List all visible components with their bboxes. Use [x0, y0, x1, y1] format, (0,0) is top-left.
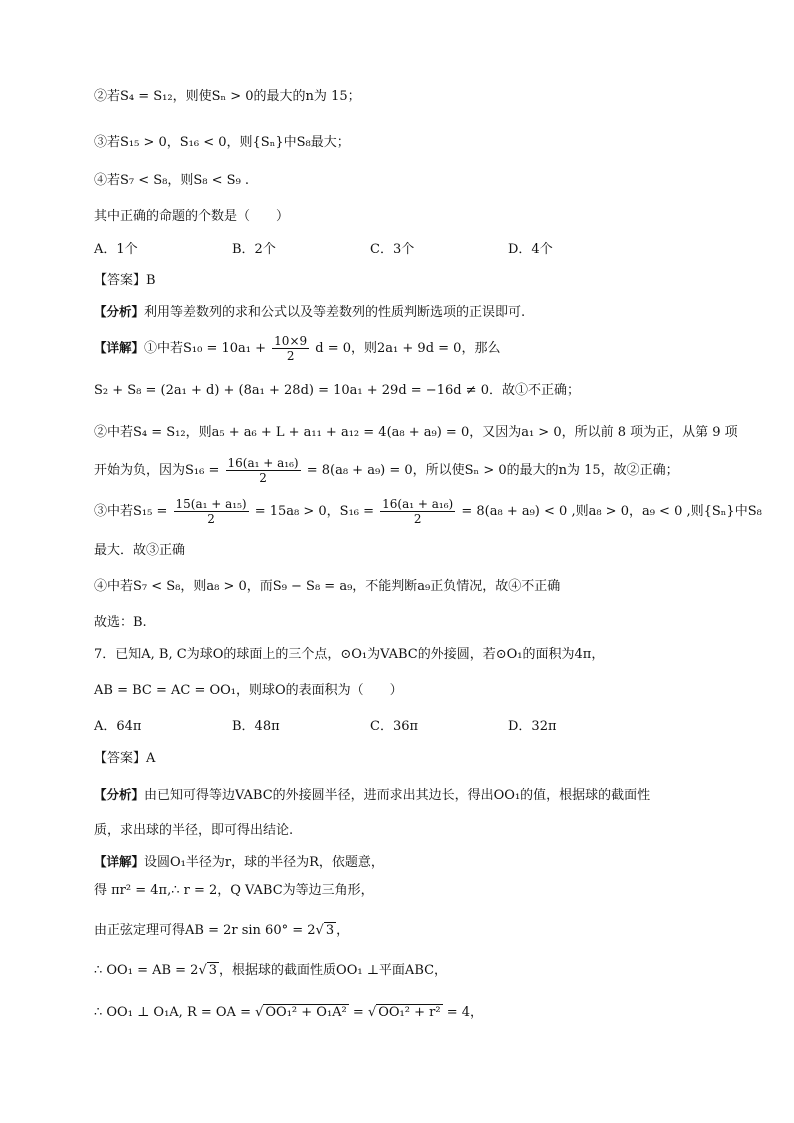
sqrt-radicand: OO₁² + O₁A²	[265, 1005, 347, 1020]
q6-detail-line-7: ④中若S₇ < S₈，则a₈ > 0，而S₉ − S₈ = a₉，不能判断a₉正负情况，故④不正确	[94, 579, 561, 594]
proposition-2: ②若S₄ = S₁₂，则使Sₙ > 0的最大的n为 15；	[94, 89, 361, 104]
q6-detail-line-1	[94, 334, 500, 363]
q6-answer: 【答案】B	[94, 273, 156, 288]
q6-option-d: D．4个	[508, 242, 553, 257]
q6-detail-line-3: ②中若S₄ = S₁₂，则a₅ + a₆ + L + a₁₁ + a₁₂ = 4(a₈ + a₉) = 0，又因为a₁ > 0，所以前 8 项为正，从第 9 项	[94, 425, 738, 440]
q6-choice: 故选：B.	[94, 615, 147, 630]
formula-text: = 8(a₈ + a₉) = 0，所以使Sₙ > 0的最大的n为 15，故②正确；	[306, 463, 679, 478]
fraction-denominator: 2	[259, 471, 267, 485]
formula-text: ③中若S₁₅ =	[94, 504, 168, 519]
analysis-tag: 【分析】	[94, 304, 145, 319]
fraction	[380, 497, 455, 526]
q7-detail-line-2: 得 πr² = 4π,∴ r = 2，Q VABC为等边三角形，	[94, 883, 374, 898]
formula-text: 由正弦定理可得AB = 2r sin 60° = 2	[94, 923, 316, 938]
sqrt-radicand: 3	[325, 923, 335, 938]
q7-detail-line-3: 由正弦定理可得AB = 2r sin 60° = 2√ 3 ，	[94, 923, 350, 938]
q7-option-b: B．48π	[232, 719, 280, 734]
q7-stem-line-2: AB = BC = AC = OO₁，则球O的表面积为（ ）	[94, 683, 403, 698]
fraction-denominator: 2	[286, 349, 295, 363]
q6-option-a: A．1个	[94, 242, 138, 257]
formula-text: 设圆O₁半径为r，球的半径为R，依题意，	[144, 855, 384, 870]
fraction-numerator: 15(a₁ + a₁₅)	[175, 497, 247, 511]
fraction	[174, 497, 249, 526]
q6-detail-line-6: 最大．故③正确	[94, 543, 186, 558]
fraction	[272, 334, 309, 363]
fraction-numerator: 10×9	[274, 334, 308, 348]
q6-detail-line-2: S₂ + S₈ = (2a₁ + d) + (8a₁ + 28d) = 10a₁ + 29d = −16d ≠ 0．故①不正确；	[94, 383, 580, 398]
detail-tag: 【详解】	[94, 854, 145, 869]
formula-text: ∴ OO₁ ⊥ O₁A, R = OA =	[94, 1005, 251, 1020]
proposition-4: ④若S₇ < S₈，则S₈ < S₉ .	[94, 173, 250, 188]
formula-text: ①中若S₁₀ = 10a₁ +	[144, 341, 267, 356]
formula-text: = 4，	[446, 1005, 483, 1020]
formula-text: =	[352, 1005, 364, 1020]
formula-text: ，	[336, 923, 350, 938]
analysis-text: 利用等差数列的求和公式以及等差数列的性质判断选项的正误即可.	[144, 305, 526, 320]
q7-analysis	[94, 786, 650, 805]
analysis-tag: 【分析】	[94, 787, 145, 802]
q7-answer: 【答案】A	[94, 751, 156, 766]
q6-detail-line-5	[94, 497, 762, 526]
q6-detail-line-4	[94, 456, 679, 485]
fraction-denominator: 2	[207, 512, 215, 526]
question-prompt: 其中正确的命题的个数是（ ）	[94, 209, 290, 224]
q7-option-d: D．32π	[508, 719, 557, 734]
formula-text: d = 0，则2a₁ + 9d = 0，那么	[315, 341, 501, 356]
q6-option-b: B．2个	[232, 242, 276, 257]
q6-option-c: C．3个	[370, 242, 415, 257]
fraction-numerator: 16(a₁ + a₁₆)	[382, 497, 454, 511]
proposition-3: ③若S₁₅ > 0，S₁₆ < 0，则{Sₙ}中S₈最大；	[94, 135, 350, 150]
q7-analysis-cont: 质，求出球的半径，即可得出结论.	[94, 823, 294, 838]
sqrt-radicand: 3	[208, 963, 218, 978]
q7-stem-line-1: 7．已知A, B, C为球O的球面上的三个点，⊙O₁为VABC的外接圆，若⊙O₁的面积为4π，	[94, 647, 605, 662]
q6-analysis	[94, 303, 525, 322]
formula-text: 开始为负，因为S₁₆ =	[94, 463, 220, 478]
analysis-text: 由已知可得等边VABC的外接圆半径，进而求出其边长，得出OO₁的值，根据球的截面性	[144, 788, 651, 803]
fraction-numerator: 16(a₁ + a₁₆)	[227, 456, 299, 470]
q7-detail-line-5: ∴ OO₁ ⊥ O₁A, R = OA = √ OO₁² + O₁A² = √ OO₁² + r² = 4，	[94, 1005, 483, 1020]
q7-detail-line-1	[94, 853, 384, 872]
q7-option-a: A．64π	[94, 719, 142, 734]
formula-text: ，根据球的截面性质OO₁ ⊥平面ABC，	[219, 963, 448, 978]
fraction-denominator: 2	[413, 512, 422, 526]
q7-detail-line-4: ∴ OO₁ = AB = 2√ 3 ，根据球的截面性质OO₁ ⊥平面ABC，	[94, 963, 448, 978]
formula-text: = 15a₈ > 0，S₁₆ =	[254, 504, 375, 519]
sqrt-radicand: OO₁² + r²	[378, 1005, 441, 1020]
formula-text: ∴ OO₁ = AB = 2	[94, 963, 199, 978]
formula-text: = 8(a₈ + a₉) < 0 ,则a₈ > 0，a₉ < 0 ,则{Sₙ}中S₈	[461, 504, 762, 519]
detail-tag: 【详解】	[94, 340, 145, 355]
q7-option-c: C．36π	[370, 719, 419, 734]
fraction	[226, 456, 301, 485]
